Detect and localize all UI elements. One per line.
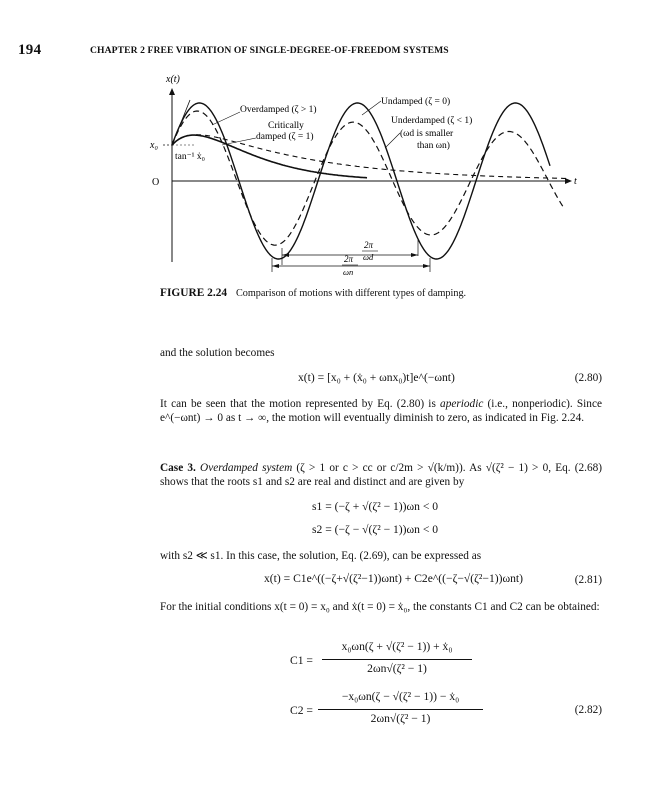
para1-aperiodic: aperiodic bbox=[440, 398, 484, 410]
overdamped-label: Overdamped (ζ > 1) bbox=[240, 105, 317, 115]
c1-fraction-bar bbox=[322, 659, 472, 660]
t-axis-arrow bbox=[565, 178, 572, 184]
c2-numerator: −x₀ωn(ζ − √(ζ² − 1)) − ẋ₀ bbox=[341, 690, 460, 703]
tan-label: tan⁻¹ ẋ₀ bbox=[175, 152, 205, 162]
eq-2-82-number: (2.82) bbox=[574, 704, 602, 716]
x0-label: x₀ bbox=[150, 140, 158, 151]
t-axis-label: t bbox=[574, 176, 577, 187]
underdamped-label: Underdamped (ζ < 1) bbox=[391, 116, 473, 126]
figure-caption-text: Comparison of motions with different types of damping. bbox=[235, 288, 467, 299]
case3-text: (ζ > 1 or c > cc or c/2m > √(k/m)). As √(ζ² − 1) > 0, Eq. (2.68) shows that the roots s1 and s2 are real and distinct and are given by bbox=[160, 462, 603, 489]
figure-caption-label: FIGURE 2.24 bbox=[160, 287, 228, 299]
eq-2-80: x(t) = [x₀ + (ẋ₀ + ωnx₀)t]e^(−ωnt) bbox=[298, 371, 455, 384]
y-axis-arrow bbox=[169, 88, 175, 95]
eq-2-80-number: (2.80) bbox=[574, 372, 602, 384]
running-title: CHAPTER 2 FREE VIBRATION OF SINGLE-DEGREE-OF-FREEDOM SYSTEMS bbox=[90, 45, 449, 56]
eq-s2: s2 = (−ζ − √(ζ² − 1))ωn < 0 bbox=[312, 523, 439, 536]
period-n-num: 2π bbox=[344, 254, 354, 264]
c2-lhs: C2 = bbox=[290, 704, 313, 717]
omega-note-1: (ωd is smaller bbox=[400, 129, 454, 139]
underdamped-leader bbox=[385, 133, 400, 148]
case3-label: Case 3. bbox=[160, 462, 196, 474]
c1-denominator: 2ωn√(ζ² − 1) bbox=[367, 662, 427, 675]
eq-2-81-number: (2.81) bbox=[574, 574, 602, 586]
initial-conditions-text: For the initial conditions x(t = 0) = x₀ and ẋ(t = 0) = ẋ₀, the constants C1 and C2 can be obtained: bbox=[160, 601, 600, 613]
period-d-num: 2π bbox=[364, 240, 374, 250]
undamped-label: Undamped (ζ = 0) bbox=[381, 97, 451, 107]
eq-s1: s1 = (−ζ + √(ζ² − 1))ωn < 0 bbox=[312, 500, 439, 513]
critically-label-1: Critically bbox=[268, 121, 304, 131]
eq-2-81: x(t) = C1e^((−ζ+√(ζ²−1))ωnt) + C2e^((−ζ−√(ζ²−1))ωnt) bbox=[264, 572, 523, 585]
c1-lhs: C1 = bbox=[290, 654, 313, 667]
y-axis-label: x(t) bbox=[166, 74, 180, 85]
page-number: 194 bbox=[18, 42, 42, 58]
period-n-den: ωn bbox=[343, 267, 354, 277]
case3-paragraph bbox=[160, 461, 602, 490]
origin-label: O bbox=[152, 177, 160, 188]
period-d-den: ωd bbox=[363, 252, 374, 262]
critically-label-2: damped (ζ = 1) bbox=[256, 132, 314, 142]
paragraph-aperiodic bbox=[160, 397, 602, 426]
undamped-leader bbox=[362, 101, 381, 115]
underdamped-curve bbox=[172, 111, 564, 245]
para1-part-c: (i.e., nonperiodic). Since e^(−ωnt) → 0 as t → ∞, the motion will eventually diminish to zero, as indicated in Fig. 2.24. bbox=[160, 398, 602, 425]
critically-leader bbox=[222, 138, 256, 145]
case3-title: Overdamped system bbox=[200, 462, 293, 474]
period-n-arrow-head-l bbox=[272, 264, 279, 268]
damping-figure bbox=[0, 0, 645, 290]
c1-numerator: x₀ωn(ζ + √(ζ² − 1)) + ẋ₀ bbox=[341, 640, 453, 653]
with-text: with s2 ≪ s1. In this case, the solution, Eq. (2.69), can be expressed as bbox=[160, 550, 482, 562]
para1-part-a: It can be seen that the motion represented by Eq. (2.80) is bbox=[160, 398, 436, 410]
c2-denominator: 2ωn√(ζ² − 1) bbox=[370, 712, 431, 725]
intro-text: and the solution becomes bbox=[160, 347, 275, 359]
omega-note-2: than ωn) bbox=[417, 141, 450, 151]
c2-fraction-bar bbox=[318, 709, 483, 710]
period-d-arrow-head-r bbox=[411, 253, 418, 257]
figure-caption bbox=[160, 287, 466, 299]
period-n-arrow-head-r bbox=[423, 264, 430, 268]
